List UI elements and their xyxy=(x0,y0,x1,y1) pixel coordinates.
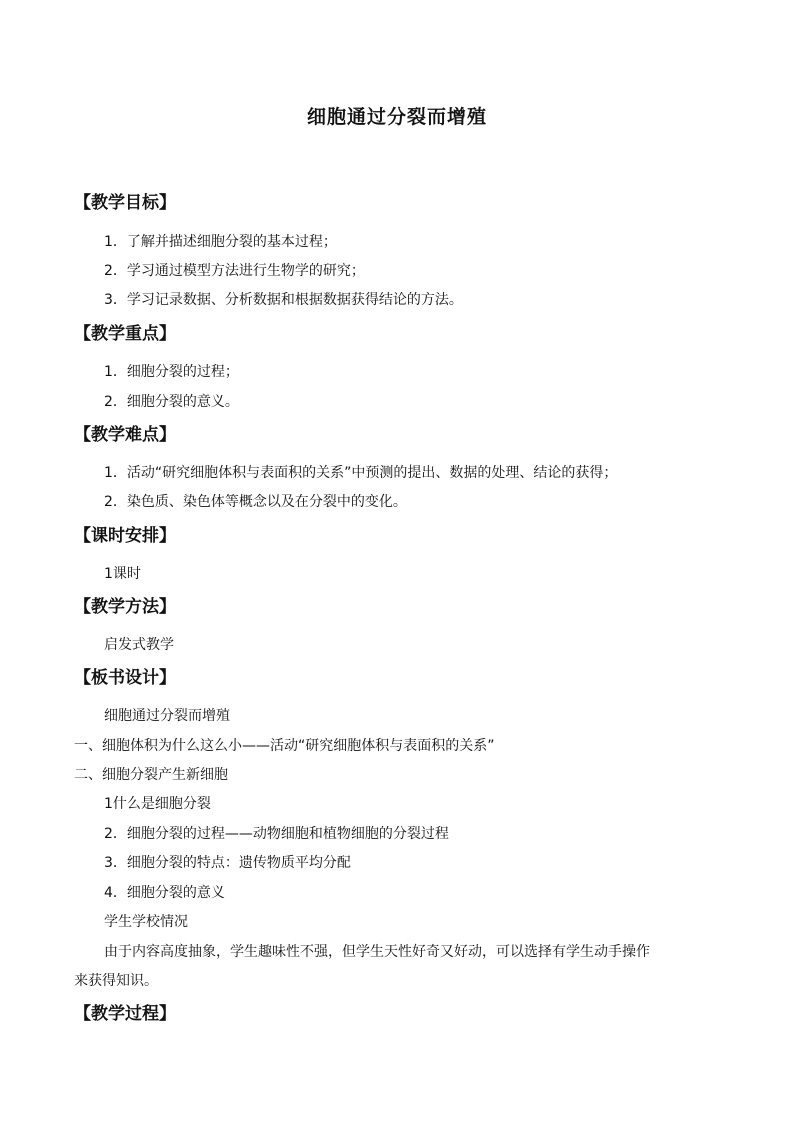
board-sub-item-2: 2．细胞分裂的过程——动物细胞和植物细胞的分裂过程 xyxy=(104,826,449,842)
board-sub-item-3: 3．细胞分裂的特点：遗传物质平均分配 xyxy=(104,855,351,871)
heading-key-points: 【教学重点】 xyxy=(74,324,176,344)
document-title: 细胞通过分裂而增殖 xyxy=(306,106,487,128)
objective-item-3: 3．学习记录数据、分析数据和根据数据获得结论的方法。 xyxy=(104,292,463,308)
heading-method: 【教学方法】 xyxy=(74,597,176,617)
objective-item-1: 1．了解并描述细胞分裂的基本过程； xyxy=(104,234,337,250)
objective-item-2: 2．学习通过模型方法进行生物学的研究； xyxy=(104,263,365,279)
heading-difficulties: 【教学难点】 xyxy=(74,425,176,445)
heading-board-design: 【板书设计】 xyxy=(74,668,176,688)
difficulty-item-1: 1．活动“研究细胞体积与表面积的关系”中预测的提出、数据的处理、结论的获得； xyxy=(104,465,618,481)
schedule-text: 1课时 xyxy=(104,566,141,582)
difficulty-item-2: 2．染色质、染色体等概念以及在分裂中的变化。 xyxy=(104,494,407,510)
student-situation-line-2: 来获得知识。 xyxy=(74,973,158,989)
heading-objectives: 【教学目标】 xyxy=(74,193,176,213)
student-situation-line-1: 由于内容高度抽象，学生趣味性不强，但学生天性好奇又好动，可以选择有学生动手操作 xyxy=(104,944,650,960)
student-situation-label: 学生学校情况 xyxy=(104,914,188,930)
board-part-2: 二、细胞分裂产生新细胞 xyxy=(74,767,228,783)
method-text: 启发式教学 xyxy=(104,637,174,653)
key-point-item-2: 2．细胞分裂的意义。 xyxy=(104,394,239,410)
key-point-item-1: 1．细胞分裂的过程； xyxy=(104,364,239,380)
heading-schedule: 【课时安排】 xyxy=(74,526,176,546)
board-sub-item-1: 1什么是细胞分裂 xyxy=(104,796,211,812)
heading-process: 【教学过程】 xyxy=(74,1004,176,1024)
board-part-1: 一、细胞体积为什么这么小——活动“研究细胞体积与表面积的关系” xyxy=(74,738,495,754)
board-sub-item-4: 4．细胞分裂的意义 xyxy=(104,885,225,901)
board-title: 细胞通过分裂而增殖 xyxy=(104,708,230,724)
